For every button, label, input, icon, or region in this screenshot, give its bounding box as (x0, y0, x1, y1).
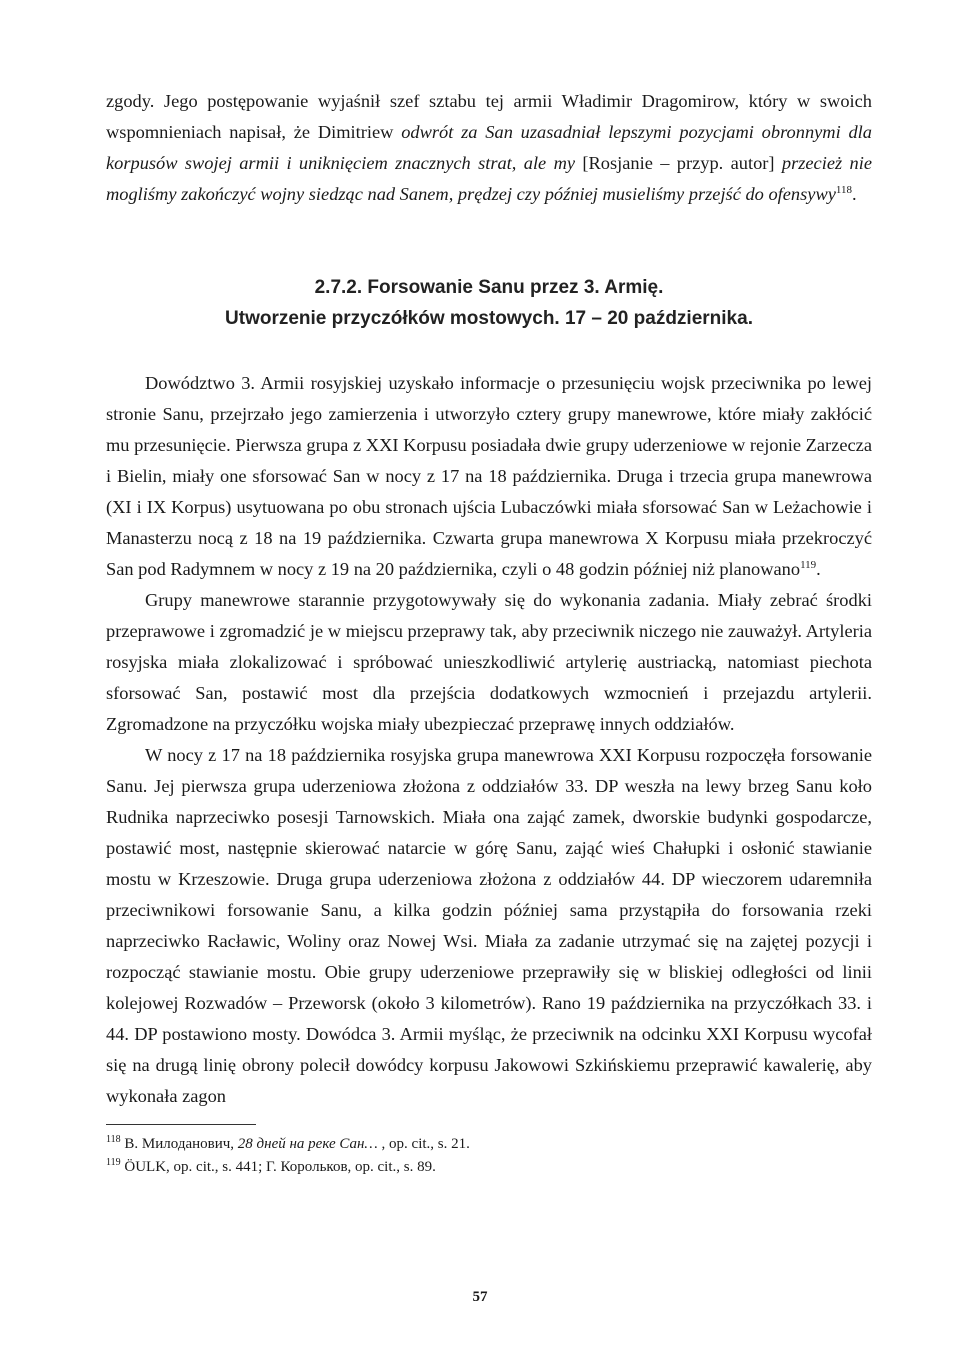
footnote-118-title: 28 дней на реке Сан… (237, 1136, 378, 1152)
intro-end: . (851, 184, 857, 204)
body-paragraph-3: W nocy z 17 na 18 października rosyjska grupa manewrowa XXI Korpusu rozpoczęła forsowanie Sanu. Jej pierwsza grupa uderzeniowa złożona z oddziałów 33. DP weszła na lewy brzeg Sanu koło Rudnika naprzeciwko posesji Tarnowskich. Miała ona zająć zamek, dworskie budynki gospodarcze, postawić most, następnie skierować natarcie w górę Sanu, zająć wieś Chałupki i osłonić stawianie mostu w Krzeszowie. Druga grupa uderzeniowa złożona z oddziałów 44. DP wieczorem udaremniła przeciwnikowi forsowanie Sanu, a kilka godzin później sama przystąpiła do forsowania rzeki naprzeciwko Racławic, Woliny oraz Nowej Wsi. Miała za zadanie utrzymać się na zajętej pozycji i rozpocząć stawianie mostu. Obie grupy uderzeniowe przeprawiły się w bliskiej odległości od linii kolejowej Rozwadów – Przeworsk (około 3 kilometrów). Rano 19 października na przyczółkach 33. i 44. DP postawiono mosty. Dowódca 3. Armii myśląc, że przeciwnik na odcinku XXI Korpusu wycofał się na drugą linię obrony polecił dowódcy korpusu Jakowowi Szkińskiemu przeprawić kawalerię, aby wykonała zagon (106, 745, 872, 1106)
intro-text-1: zgody. Jego postępowanie wyjaśnił szef sztabu tej armii Władimir Dragomirow, który w swoich wspomnieniach napisał, że Dimitriew (106, 91, 872, 142)
footnote-118-number: 118 (106, 1134, 121, 1145)
footnote-119-text: ÖULK, op. cit., s. 441; Г. Корольков, op. cit., s. 89. (120, 1159, 436, 1175)
footnote-118-text: В. Милоданович, (120, 1136, 238, 1152)
footnote-ref-119[interactable]: 119 (800, 558, 817, 571)
footnote-118 (106, 1133, 872, 1156)
page-content (106, 86, 872, 1179)
intro-quote-2: przecież nie mogliśmy zakończyć wojny siedząc nad Sanem, prędzej czy później musieliśmy przejść do ofensywy (106, 153, 872, 204)
body-paragraph-2: Grupy manewrowe starannie przygotowywały się do wykonania zadania. Miały zebrać środki przeprawowe i zgromadzić je w miejscu przeprawy tak, aby przeciwnik niczego nie zauważył. Artyleria rosyjska miała zlokalizować i spróbować unieszkodliwić artylerię austriacką, natomiast piechota sforsować San, postawić most dla przejścia dodatkowych wzmocnień i przejazdu artylerii. Zgromadzone na przyczółku wojska miały ubezpieczać przeprawę innych oddziałów. (106, 590, 872, 734)
intro-text-2: [Rosjanie – przyp. autor] (575, 153, 782, 173)
body-paragraph-1-text: Dowództwo 3. Armii rosyjskiej uzyskało informacje o przesunięciu wojsk przeciwnika po lewej stronie Sanu, przejrzało jego zamierzenia i utworzyło cztery grupy manewrowe, które miały zakłócić mu przesunięcie. Pierwsza grupa z XXI Korpusu posiadała dwie grupy uderzeniowe w rejonie Zarzecza i Bielin, miały one sforsować San w nocy z 17 na 18 października. Druga i trzecia grupa manewrowa (XI i IX Korpus) usytuowana po obu stronach ujścia Lubaczówki miała sforsować San w Leżachowie i Manasterzu nocą z 18 na 19 października. Czwarta grupa manewrowa X Korpusu miała przekroczyć San pod Radymnem w nocy z 19 na 20 października, czyli o 48 godzin później niż planowano (106, 373, 872, 579)
footnote-118-source: , op. cit., s. 21. (377, 1136, 470, 1152)
intro-paragraph (106, 86, 872, 210)
intro-quote-1: odwrót za San uzasadniał lepszymi pozycjami obronnymi dla korpusów swojej armii i uniknięciem znacznych strat, ale my (106, 122, 872, 173)
footnote-divider (106, 1124, 256, 1125)
section-heading-line-2: Utworzenie przyczółków mostowych. 17 – 20 października. (225, 308, 753, 329)
page-number: 57 (472, 1289, 488, 1305)
body-paragraph-1 (106, 368, 872, 585)
footnote-ref-118[interactable]: 118 (835, 183, 852, 196)
body-paragraph-1-end: . (816, 559, 821, 579)
footnote-119-number: 119 (106, 1157, 121, 1168)
section-heading (106, 272, 872, 334)
section-heading-line-1: 2.7.2. Forsowanie Sanu przez 3. Armię. (314, 277, 664, 298)
footnote-119 (106, 1156, 872, 1179)
